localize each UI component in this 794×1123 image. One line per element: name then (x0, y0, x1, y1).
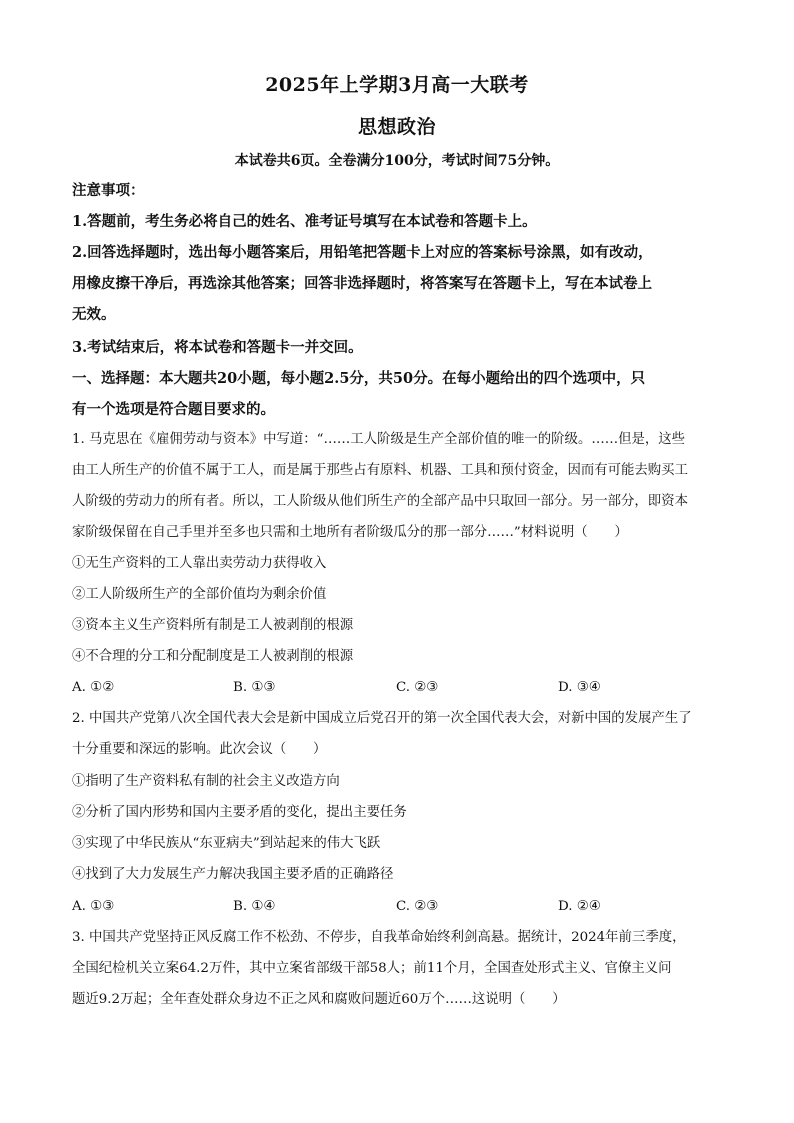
exam-info: 本试卷共6页。全卷满分100分，考试时间75分钟。 (234, 153, 560, 169)
notice-item: 2.回答选择题时，选出每小题答案后，用铅笔把答题卡上对应的答案标号涂黑，如有改动， (72, 244, 653, 261)
notice-item: 无效。 (72, 306, 116, 323)
question-1-statement: ②工人阶级所生产的全部价值均为剩余价值 (72, 587, 327, 602)
question-1-statement: ①无生产资料的工人靠出卖劳动力获得收入 (72, 556, 327, 571)
question-2-statement: ④找到了大力发展生产力解决我国主要矛盾的正确路径 (72, 867, 394, 882)
question-1-option-c: C. ②③ (396, 680, 439, 695)
question-1-stem: 1. 马克思在《雇佣劳动与资本》中写道：“……工人阶级是生产全部价值的唯一的阶级。……但是，这些 (72, 432, 686, 447)
question-2-stem: 十分重要和深远的影响。此次会议（ ） (72, 742, 327, 757)
question-1-stem: 由工人所生产的价值不属于工人，而是属于那些占有原料、机器、工具和预付资金，因而有可能去购买工 (72, 463, 688, 478)
section-heading: 一、选择题：本大题共20小题，每小题2.5分，共50分。在每小题给出的四个选项中，只 (72, 370, 646, 387)
question-1-option-b: B. ①③ (233, 680, 276, 695)
question-1-stem: 人阶级的劳动力的所有者。所以，工人阶级从他们所生产的全部产品中只取回一部分。另一部分，即资本 (72, 494, 688, 509)
notice-item: 1.答题前，考生务必将自己的姓名、准考证号填写在本试卷和答题卡上。 (72, 213, 537, 230)
question-1-option-d: D. ③④ (558, 680, 601, 695)
question-2-option-c: C. ②③ (396, 899, 439, 914)
notice-item: 3.考试结束后，将本试卷和答题卡一并交回。 (72, 339, 363, 356)
exam-title: 2025年上学期3月高一大联考 (265, 74, 529, 96)
question-3-stem: 全国纪检机关立案64.2万件，其中立案省部级干部58人；前11个月，全国查处形式主义、官僚主义问 (72, 961, 672, 976)
question-2-stem: 2. 中国共产党第八次全国代表大会是新中国成立后党召开的第一次全国代表大会，对新中国的发展产生了 (72, 711, 692, 726)
question-2-statement: ②分析了国内形势和国内主要矛盾的变化，提出主要任务 (72, 805, 407, 820)
question-1-statement: ③资本主义生产资料所有制是工人被剥削的根源 (72, 618, 354, 633)
question-1-option-a: A. ①② (72, 680, 115, 695)
subject-title: 思想政治 (357, 116, 436, 138)
question-1-statement: ④不合理的分工和分配制度是工人被剥削的根源 (72, 649, 354, 664)
question-2-option-a: A. ①③ (72, 899, 115, 914)
question-2-option-d: D. ②④ (558, 899, 601, 914)
question-3-stem: 题近9.2万起；全年查处群众身边不正之风和腐败问题近60万个……这说明（ ） (72, 992, 566, 1007)
question-2-statement: ③实现了中华民族从“东亚病夫”到站起来的伟大飞跃 (72, 836, 381, 851)
question-3-stem: 3. 中国共产党坚持正风反腐工作不松劲、不停步，自我革命始终利剑高悬。据统计，2024年前三季度， (72, 930, 686, 945)
section-heading-cont: 有一个选项是符合题目要求的。 (72, 401, 275, 418)
notice-item: 用橡皮擦干净后，再选涂其他答案；回答非选择题时，将答案写在答题卡上，写在本试卷上 (72, 275, 652, 292)
question-2-statement: ①指明了生产资料私有制的社会主义改造方向 (72, 774, 340, 789)
question-2-option-b: B. ①④ (233, 899, 276, 914)
notice-heading: 注意事项： (72, 182, 145, 199)
question-1-stem: 家阶级保留在自己手里并至多也只需和土地所有者阶级瓜分的那一部分……”材料说明（ ） (72, 525, 628, 540)
